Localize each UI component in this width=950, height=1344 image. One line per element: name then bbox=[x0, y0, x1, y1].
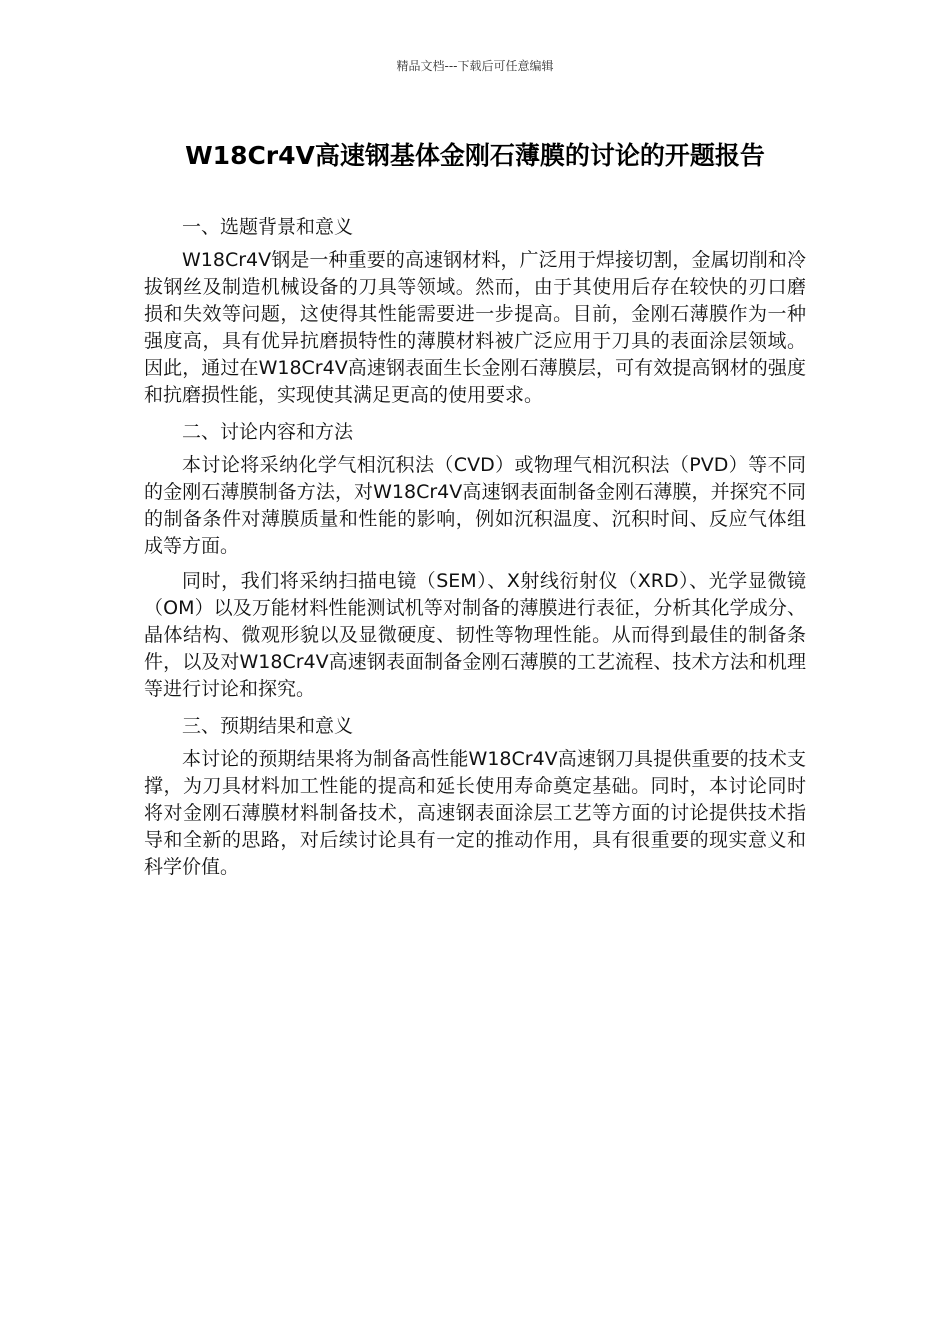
section-heading: 三、预期结果和意义 bbox=[182, 715, 354, 737]
section-content-methods bbox=[144, 419, 806, 703]
section-paragraph: 本讨论的预期结果将为制备高性能W18Cr4V高速钢刀具提供重要的技术支撑，为刀具材料加工性能的提高和延长使用寿命奠定基础。同时，本讨论同时将对金刚石薄膜材料制备技术，高速钢表面涂层工艺等方面的讨论提供技术指导和全新的思路，对后续讨论具有一定的推动作用，具有很重要的现实意义和科学价值。 bbox=[144, 748, 806, 878]
section-paragraph: W18Cr4V钢是一种重要的高速钢材料，广泛用于焊接切割，金属切削和冷拔钢丝及制造机械设备的刀具等领域。然而，由于其使用后存在较快的刃口磨损和失效等问题，这使得其性能需要进一步提高。目前，金刚石薄膜作为一种强度高，具有优异抗磨损特性的薄膜材料被广泛应用于刀具的表面涂层领域。因此，通过在W18Cr4V高速钢表面生长金刚石薄膜层，可有效提高钢材的强度和抗磨损性能，实现使其满足更高的使用要求。 bbox=[144, 249, 806, 406]
section-heading: 一、选题背景和意义 bbox=[182, 216, 354, 238]
section-paragraph: 本讨论将采纳化学气相沉积法（CVD）或物理气相沉积法（PVD）等不同的金刚石薄膜制备方法，对W18Cr4V高速钢表面制备金刚石薄膜，并探究不同的制备条件对薄膜质量和性能的影响，例如沉积温度、沉积时间、反应气体组成等方面。 bbox=[144, 454, 806, 557]
section-expected-results bbox=[144, 713, 806, 881]
section-background bbox=[144, 214, 806, 409]
page-header-note: 精品文档---下载后可任意编辑 bbox=[396, 59, 554, 73]
section-heading: 二、讨论内容和方法 bbox=[182, 421, 354, 443]
document-body bbox=[144, 214, 806, 889]
section-paragraph: 同时，我们将采纳扫描电镜（SEM）、X射线衍射仪（XRD）、光学显微镜（OM）以及万能材料性能测试机等对制备的薄膜进行表征，分析其化学成分、晶体结构、微观形貌以及显微硬度、韧性等物理性能。从而得到最佳的制备条件，以及对W18Cr4V高速钢表面制备金刚石薄膜的工艺流程、技术方法和机理等进行讨论和探究。 bbox=[144, 570, 806, 700]
document-title: W18Cr4V高速钢基体金刚石薄膜的讨论的开题报告 bbox=[185, 141, 765, 170]
